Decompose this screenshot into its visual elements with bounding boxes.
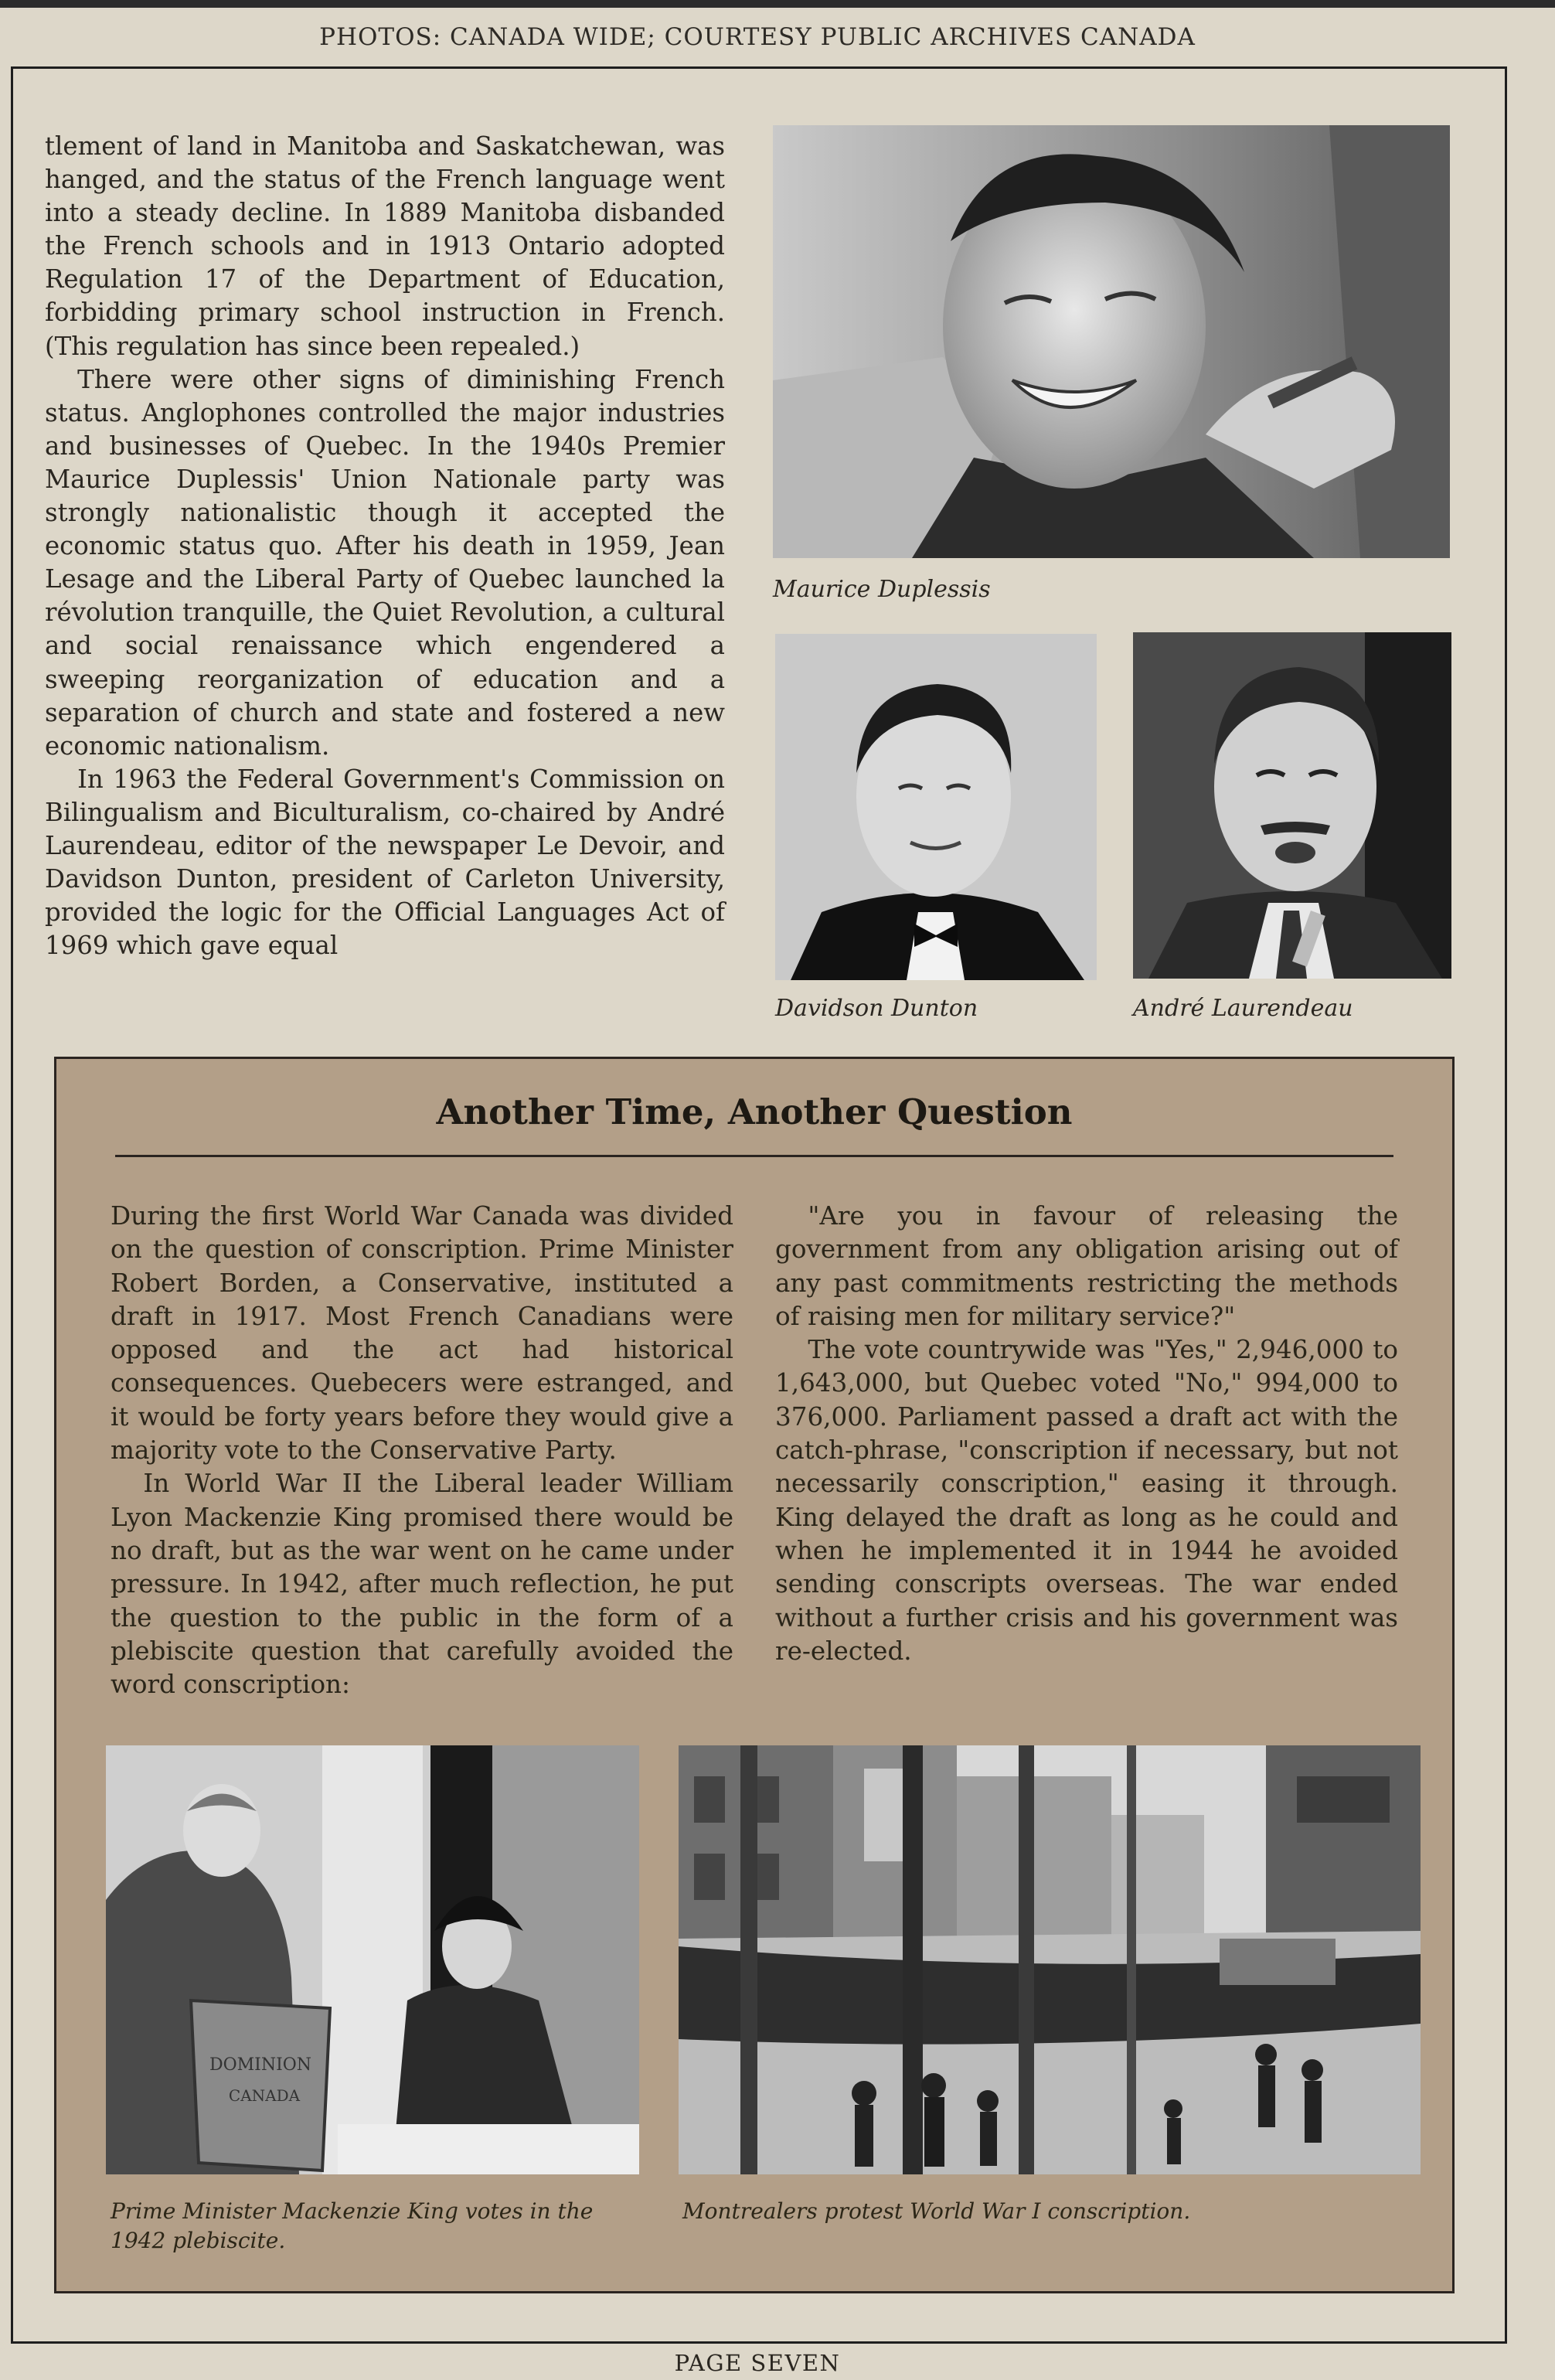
duplessis-caption: Maurice Duplessis	[773, 576, 991, 603]
laurendeau-caption: André Laurendeau	[1133, 995, 1353, 1022]
ballot-box-label-2: CANADA	[228, 2086, 301, 2105]
sidebar-left-paragraph-2: In World War II the Liberal leader William Lyon Mackenzie King promised there would be no draft, but as the war went on he came under pressure. In 1942, after much reflection, he put the question to the public in the form of a plebiscite question that carefully avoided the word conscription:	[111, 1469, 733, 1700]
article-body	[45, 130, 725, 1017]
sidebar-box	[54, 1057, 1455, 2293]
title-rule	[115, 1155, 1393, 1157]
page-number: PAGE SEVEN	[674, 2350, 841, 2376]
top-edge	[0, 0, 1555, 8]
sidebar-right-paragraph-2: The vote countrywide was "Yes," 2,946,000 to 1,643,000, but Quebec voted "No," 994,000 to 376,000. Parliament passed a draft act with the catch-phrase, "conscription if necessary, but not necessarily conscription," easing it through. King delayed the draft as long as he could and when he implemented it in 1944 he avoided sending conscripts overseas. The war ended without a further crisis and his government was re-elected.	[775, 1335, 1398, 1666]
duplessis-photo	[773, 125, 1450, 558]
article-paragraph-2: There were other signs of diminishing French status. Anglophones controlled the major industries and businesses of Quebec. In the 1940s Premier Maurice Duplessis' Union Nationale party was strongly nationalistic though it accepted the economic status quo. After his death in 1959, Jean Lesage and the Liberal Party of Quebec launched la révolution tranquille, the Quiet Revolution, a cultural and social renaissance which engendered a sweeping reorganization of education and a separation of church and state and fostered a new economic nationalism.	[45, 364, 725, 761]
sidebar-title: Another Time, Another Question	[436, 1091, 1073, 1132]
sidebar-right-column	[775, 1200, 1398, 1694]
photo-credit: PHOTOS: CANADA WIDE; COURTESY PUBLIC ARCHIVES CANADA	[319, 23, 1196, 51]
sidebar-left-column	[111, 1200, 733, 1700]
laurendeau-photo	[1133, 632, 1451, 979]
ballot-box-label: DOMINION	[209, 2055, 312, 2075]
article-paragraph-3: In 1963 the Federal Government's Commission on Bilingualism and Biculturalism, co-chaired by André Laurendeau, editor of the newspaper Le Devoir, and Davidson Dunton, president of Carleton University, provided the logic for the Official Languages Act of 1969 which gave equal	[45, 764, 725, 961]
montreal-caption: Montrealers protest World War I conscription.	[682, 2198, 1191, 2224]
dunton-caption: Davidson Dunton	[775, 995, 978, 1022]
plebiscite-question: "Are you in favour of releasing the government from any obligation arising out of any past commitments restricting the methods of raising men for military service?"	[775, 1201, 1398, 1331]
dunton-photo	[775, 634, 1097, 980]
sidebar-left-paragraph-1: During the first World War Canada was divided on the question of conscription. Prime Minister Robert Borden, a Conservative, instituted a draft in 1917. Most French Canadians were opposed and the act had historical consequences. Quebecers were estranged, and it would be forty years before they would give a majority vote to the Conservative Party.	[111, 1201, 733, 1466]
king-caption: Prime Minister Mackenzie King votes in the 1942 plebiscite.	[111, 2198, 594, 2253]
article-paragraph-1: tlement of land in Manitoba and Saskatchewan, was hanged, and the status of the French language went into a steady decline. In 1889 Manitoba disbanded the French schools and in 1913 Ontario adopted Regulation 17 of the Department of Education, forbidding primary school instruction in French. (This regulation has since been repealed.)	[45, 131, 725, 361]
king-voting-photo	[106, 1745, 639, 2174]
montreal-protest-photo	[679, 1745, 1421, 2174]
